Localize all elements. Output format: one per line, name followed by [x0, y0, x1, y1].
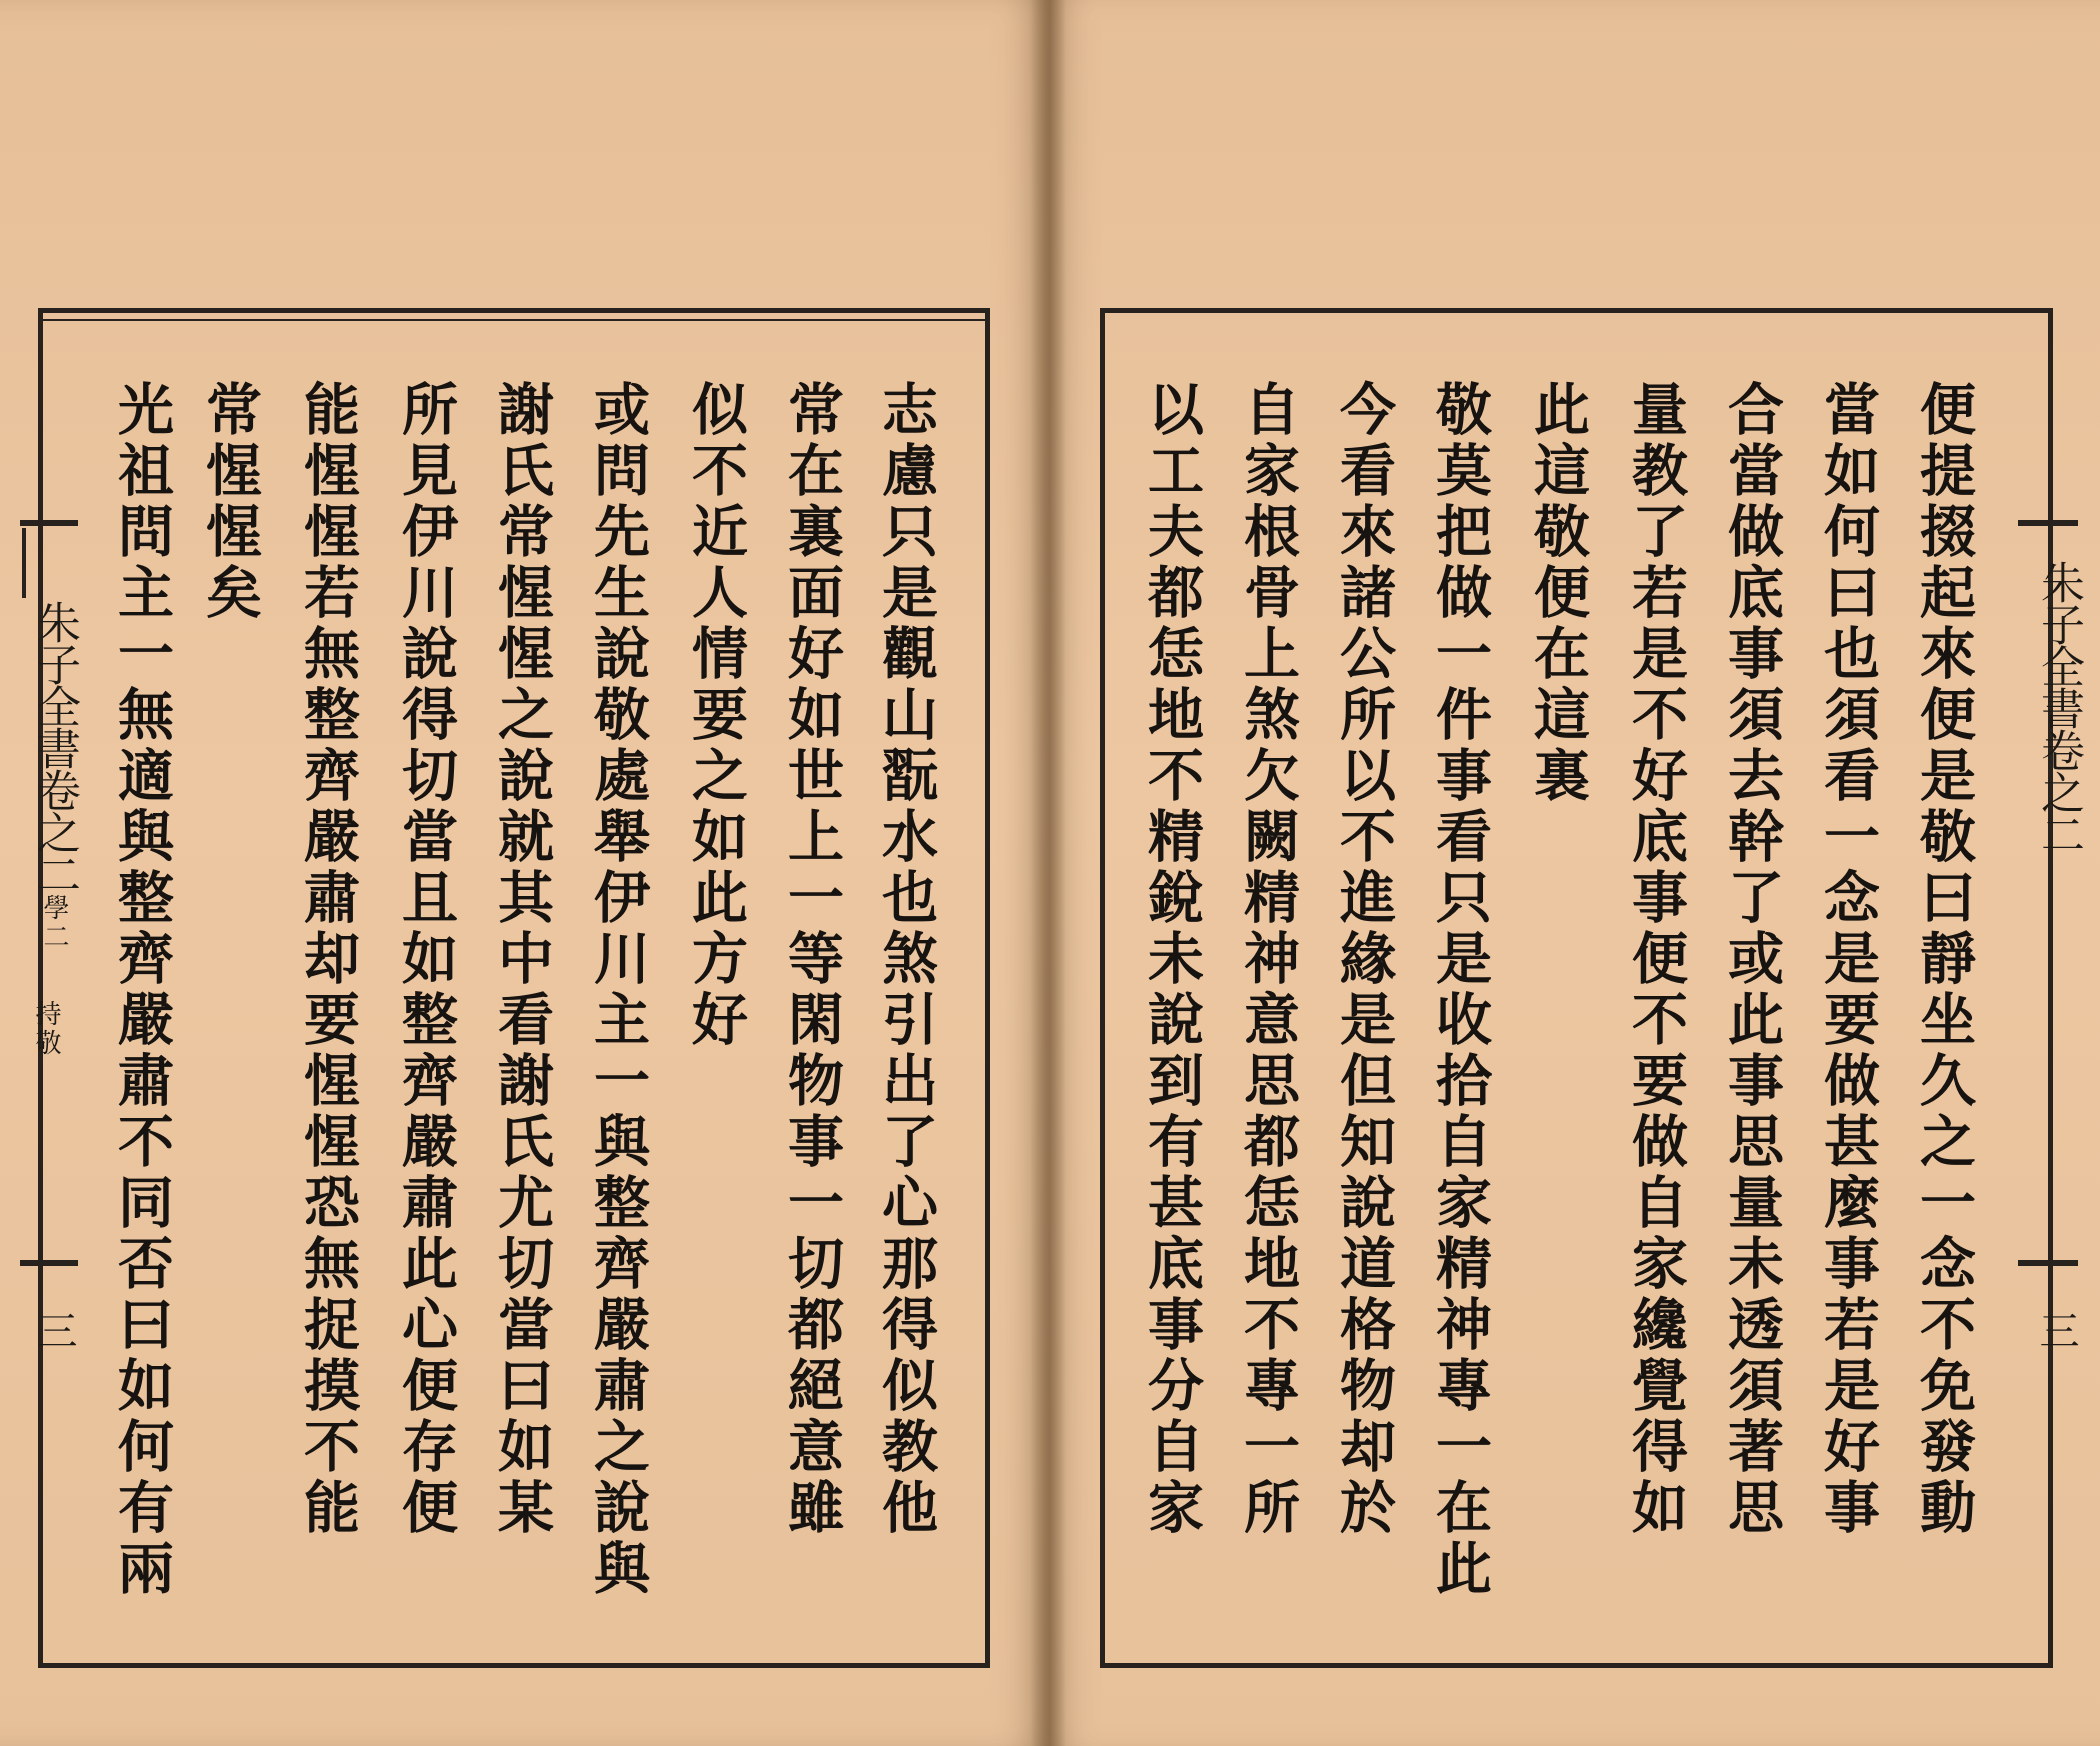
text-column: 謝氏常惺惺之說就其中看謝氏尤切當曰如某: [489, 380, 555, 1539]
page-number-holder: [2028, 1310, 2085, 1350]
book-title: 朱子全書卷之二: [2033, 560, 2084, 854]
text-column: 常惺惺矣: [197, 380, 263, 624]
book-gutter: [1030, 0, 1066, 1746]
left-page: [0, 0, 1046, 1746]
text-column: 今看來諸公所以不進緣是但知說道格物却於: [1331, 380, 1397, 1539]
page-number: 三: [31, 1310, 77, 1350]
topic-label: 持敬: [31, 1000, 61, 1058]
fish-tail-mark: [20, 520, 78, 526]
block-heart-right: [2026, 560, 2090, 854]
fish-tail-mark: [2018, 1260, 2078, 1266]
right-page: [1046, 0, 2100, 1746]
text-column: 自家根骨上煞欠闕精神意思都恁地不專一所: [1235, 380, 1301, 1539]
text-column: 以工夫都恁地不精銳未說到有甚底事分自家: [1139, 380, 1205, 1539]
text-column: 志慮只是觀山翫水也煞引出了心那得似教他: [873, 380, 939, 1539]
fish-tail-mark: [2018, 520, 2078, 526]
text-column: 當如何曰也須看一念是要做甚麼事若是好事: [1815, 380, 1881, 1539]
topic-label-holder: [28, 1000, 65, 1058]
text-column: 所見伊川說得切當且如整齊嚴肅此心便存便: [393, 380, 459, 1539]
section-label: 學二: [39, 894, 69, 952]
fish-tail-mark: [20, 1260, 78, 1266]
text-column: 敬莫把做一件事看只是收拾自家精神專一在此: [1427, 380, 1493, 1600]
text-column: 此這敬便在這裏: [1525, 380, 1591, 807]
page-number: 三: [2033, 1310, 2079, 1350]
text-column: 量教了若是不好底事便不要做自家纔覺得如: [1623, 380, 1689, 1539]
text-column: 便提掇起來便是敬曰靜坐久之一念不免發動: [1911, 380, 1977, 1539]
book-title: 朱子全書卷之二: [29, 600, 80, 894]
text-column: 光祖問主一無適與整齊嚴肅不同否曰如何有兩: [109, 380, 175, 1600]
text-column: 合當做底事須去幹了或此事思量未透須著思: [1719, 380, 1785, 1539]
block-heart-left: [22, 600, 86, 952]
text-column: 似不近人情要之如此方好: [683, 380, 749, 1051]
text-column: 或問先生說敬處舉伊川主一與整齊嚴肅之說與: [585, 380, 651, 1600]
text-column: 常在裏面好如世上一等閑物事一切都絕意雖: [779, 380, 845, 1539]
text-column: 能惺惺若無整齊嚴肅却要惺惺恐無捉摸不能: [295, 380, 361, 1539]
fish-tail-mark: [22, 528, 26, 598]
page-number-holder: [26, 1310, 83, 1350]
